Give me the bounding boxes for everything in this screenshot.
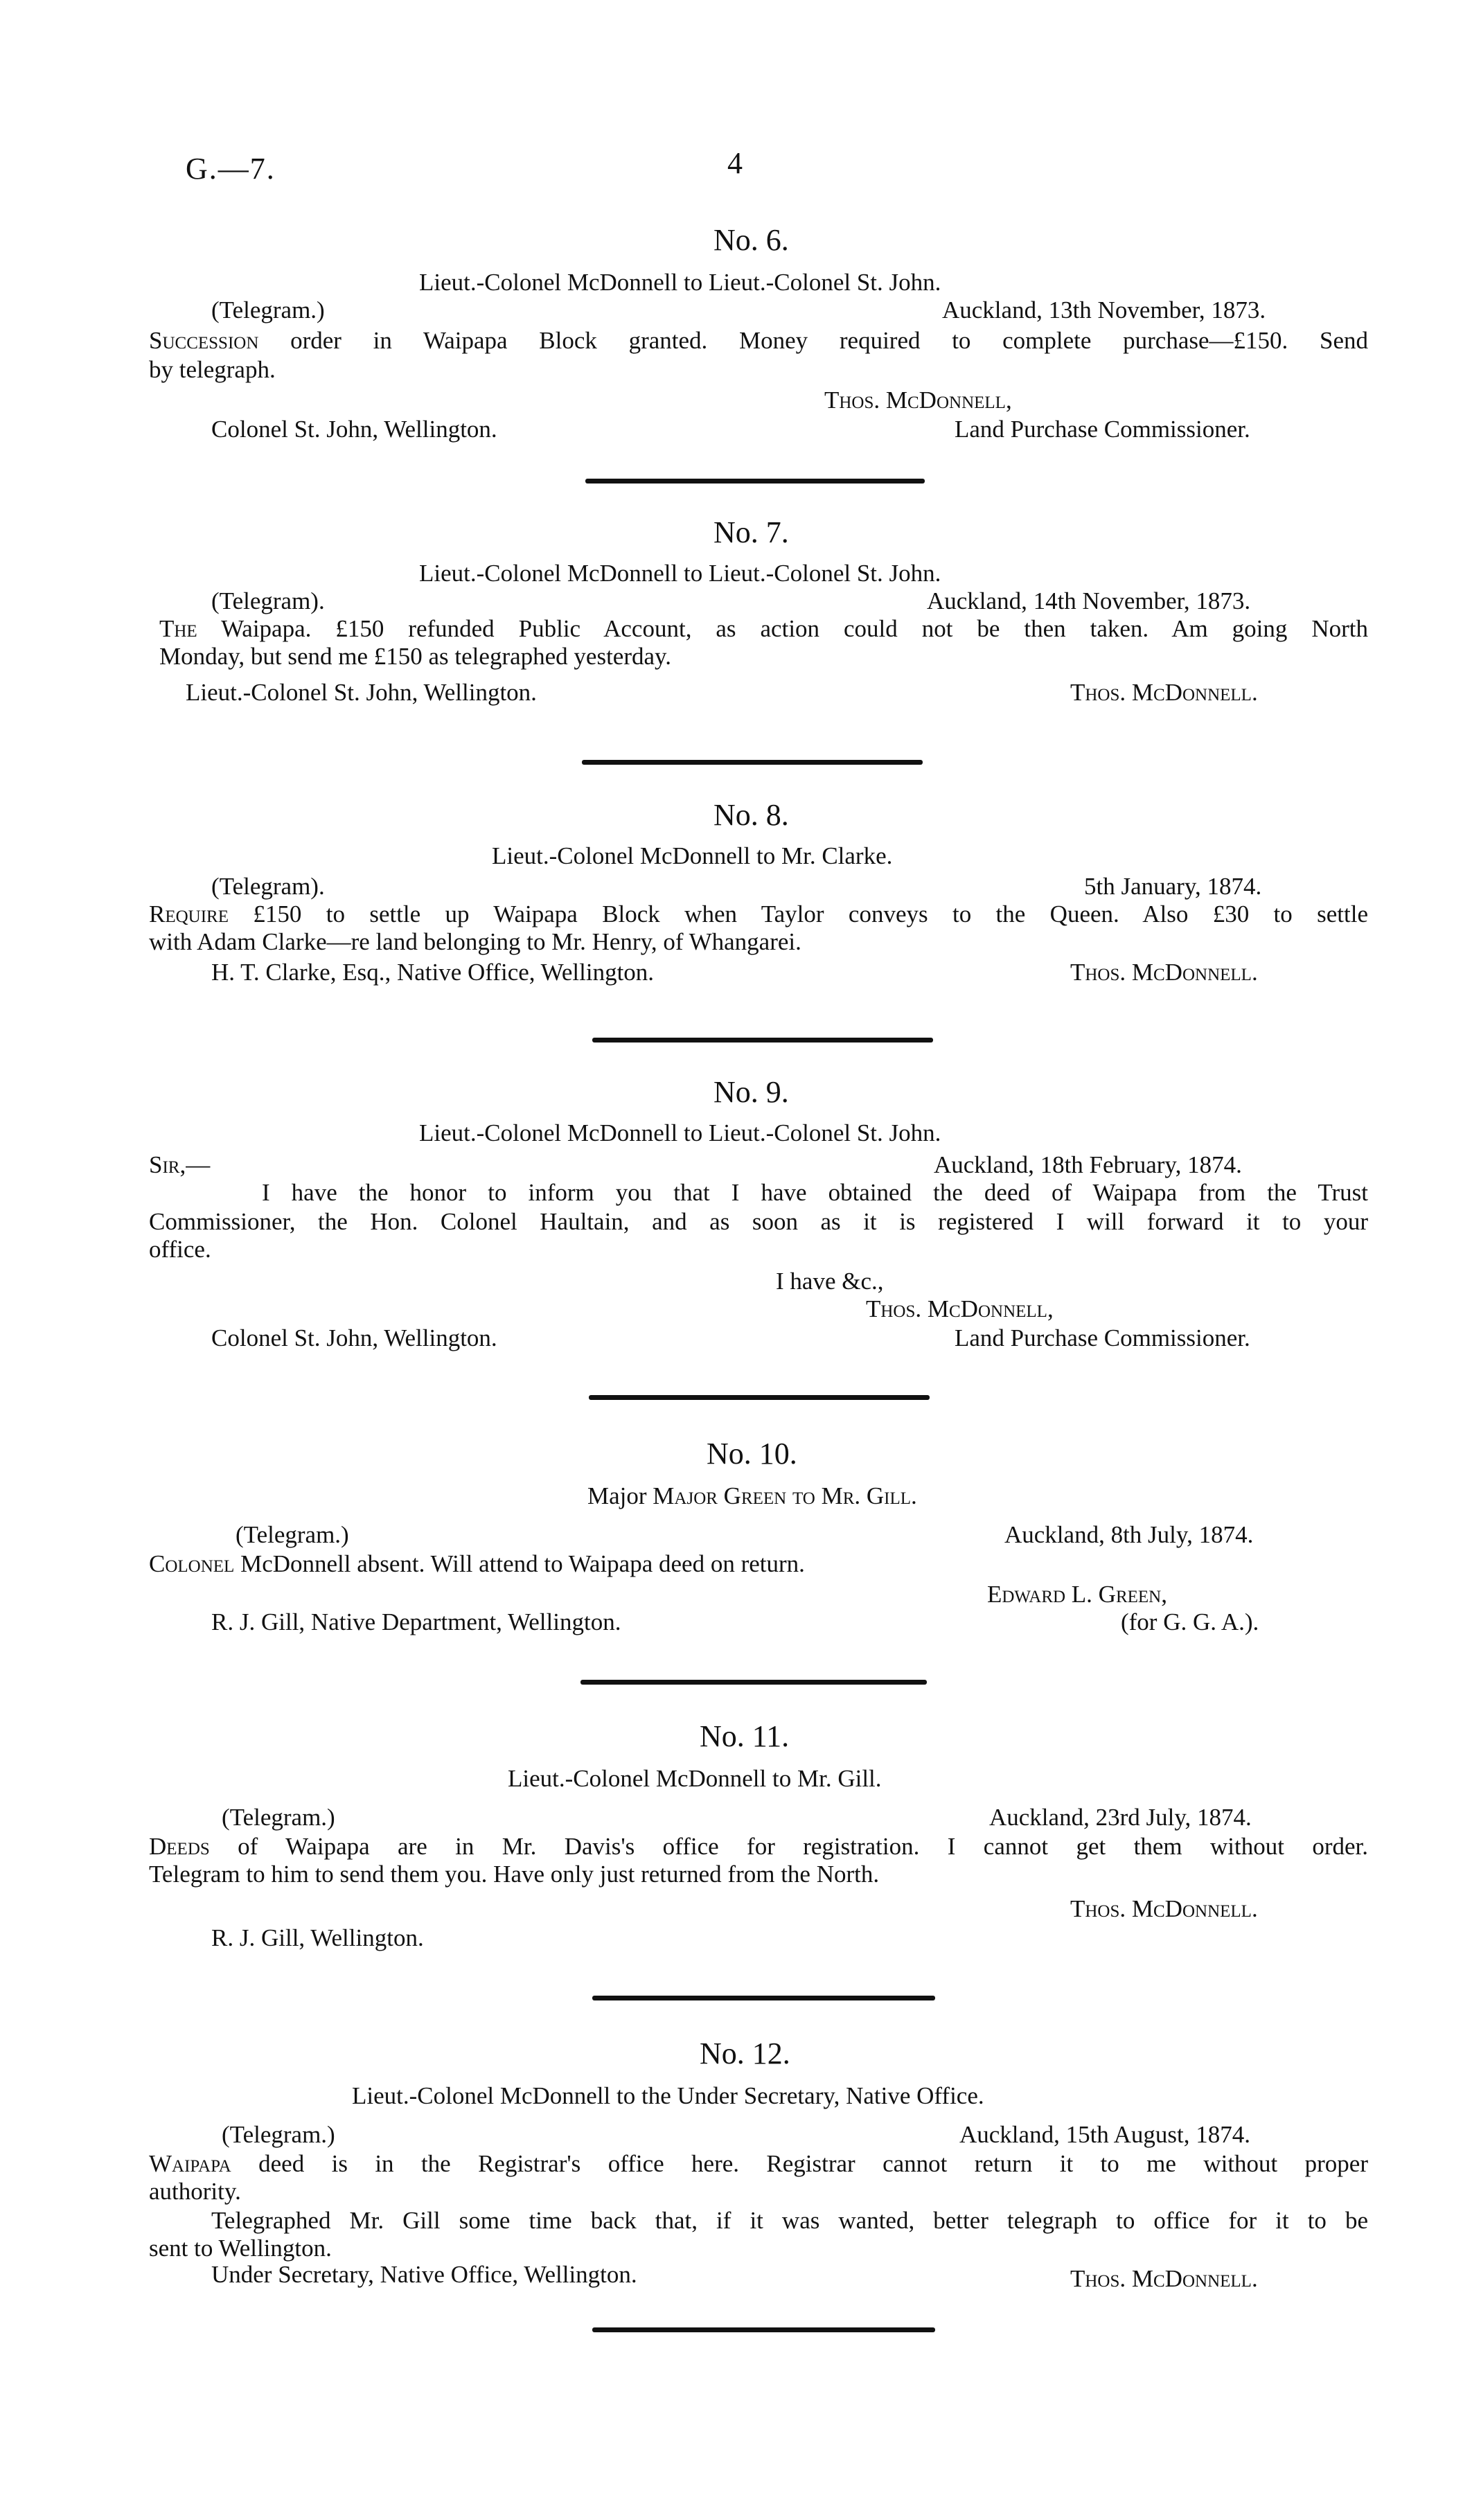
section-divider — [585, 479, 925, 483]
section-6-signature: Thos. McDonnell, — [824, 387, 1012, 414]
section-6-from-to: Lieut.-Colonel McDonnell to Lieut.-Colonel St. John. — [419, 269, 941, 296]
section-11-body-line-1: Deeds of Waipapa are in Mr. Davis's office for registration. I cannot get them without order. — [149, 1833, 1368, 1860]
section-10-signature: Edward L. Green, — [987, 1581, 1167, 1608]
section-9-from-to: Lieut.-Colonel McDonnell to Lieut.-Colonel St. John. — [419, 1119, 941, 1146]
section-7-from-to: Lieut.-Colonel McDonnell to Lieut.-Colonel St. John. — [419, 560, 941, 587]
section-7-lead-word: The — [159, 615, 197, 642]
section-8-body-line-1: Require £150 to settle up Waipapa Block when Taylor conveys to the Queen. Also £30 to settle — [149, 900, 1368, 928]
section-11-number: No. 11. — [700, 1719, 790, 1753]
section-12-lead-word: Waipapa — [149, 2150, 231, 2177]
section-7-kind: (Telegram). — [211, 587, 325, 614]
section-9-closing: I have &c., — [776, 1268, 884, 1295]
section-8-signature: Thos. McDonnell. — [1070, 959, 1258, 986]
section-11-signature: Thos. McDonnell. — [1070, 1895, 1258, 1922]
section-8-place-date: 5th January, 1874. — [1084, 873, 1262, 900]
section-8-body-line-2: with Adam Clarke—re land belonging to Mr. Henry, of Whangarei. — [149, 928, 801, 955]
section-12-body-line-4: sent to Wellington. — [149, 2235, 332, 2262]
section-12-kind: (Telegram.) — [222, 2121, 335, 2148]
section-9-addressee: Colonel St. John, Wellington. — [211, 1324, 497, 1351]
section-9-number: No. 9. — [713, 1075, 789, 1109]
section-7-number: No. 7. — [713, 515, 789, 549]
section-12-addressee: Under Secretary, Native Office, Wellington. — [211, 2261, 637, 2288]
section-11-kind: (Telegram.) — [222, 1804, 335, 1831]
section-9-signature-title: Land Purchase Commissioner. — [955, 1324, 1250, 1351]
section-12-body-line-1: Waipapa deed is in the Registrar's office here. Registrar cannot return it to me without proper — [149, 2150, 1368, 2177]
page-number: 4 — [727, 146, 743, 180]
section-6-addressee: Colonel St. John, Wellington. — [211, 416, 497, 443]
section-11-lead-word: Deeds — [149, 1833, 210, 1860]
section-12-place-date: Auckland, 15th August, 1874. — [959, 2121, 1250, 2148]
section-11-place-date: Auckland, 23rd July, 1874. — [989, 1804, 1252, 1831]
section-10-lead-word: Colonel — [149, 1550, 235, 1577]
section-7-body-line-2: Monday, but send me £150 as telegraphed yesterday. — [159, 643, 671, 670]
section-9-body-line-1: I have the honor to inform you that I have obtained the deed of Waipapa from the Trust — [262, 1179, 1368, 1206]
section-divider — [589, 1395, 930, 1400]
section-10-body-line-1: Colonel McDonnell absent. Will attend to Waipapa deed on return. — [149, 1550, 805, 1577]
section-9-body-line-2: Commissioner, the Hon. Colonel Haultain, and as soon as it is registered I will forward it to your — [149, 1208, 1368, 1235]
section-10-from-to: Major Major Green to Mr. Gill. — [587, 1482, 917, 1509]
section-8-number: No. 8. — [713, 798, 789, 832]
section-divider — [580, 1680, 927, 1685]
section-6-body-line-1: Succession order in Waipapa Block granted. Money required to complete purchase—£150. Send — [149, 327, 1368, 354]
section-12-body-line-3: Telegraphed Mr. Gill some time back that, if it was wanted, better telegraph to office for it to be — [211, 2207, 1368, 2234]
section-10-number: No. 10. — [707, 1437, 797, 1471]
section-divider — [592, 1038, 933, 1042]
section-7-addressee: Lieut.-Colonel St. John, Wellington. — [186, 679, 537, 706]
section-8-addressee: H. T. Clarke, Esq., Native Office, Wellington. — [211, 959, 655, 986]
section-7-body-line-1: The Waipapa. £150 refunded Public Account, as action could not be then taken. Am going North — [159, 615, 1369, 642]
section-12-number: No. 12. — [700, 2037, 790, 2070]
section-12-body-line-2: authority. — [149, 2178, 241, 2205]
section-6-lead-word: Succession — [149, 327, 259, 354]
section-11-body-line-2: Telegram to him to send them you. Have only just returned from the North. — [149, 1861, 880, 1888]
section-9-signature: Thos. McDonnell, — [866, 1295, 1054, 1322]
section-9-body-line-3: office. — [149, 1236, 211, 1263]
section-10-signature-title: (for G. G. A.). — [1121, 1608, 1259, 1635]
parliamentary-paper-ref: G.—7. — [186, 152, 276, 186]
section-divider — [582, 760, 923, 765]
section-12-from-to: Lieut.-Colonel McDonnell to the Under Secretary, Native Office. — [352, 2082, 984, 2109]
section-6-place-date: Auckland, 13th November, 1873. — [942, 296, 1266, 323]
section-12-signature: Thos. McDonnell. — [1070, 2265, 1258, 2292]
section-11-addressee: R. J. Gill, Wellington. — [211, 1924, 424, 1951]
section-8-from-to: Lieut.-Colonel McDonnell to Mr. Clarke. — [492, 842, 893, 869]
section-7-signature: Thos. McDonnell. — [1070, 679, 1258, 706]
section-6-kind: (Telegram.) — [211, 296, 325, 323]
section-7-place-date: Auckland, 14th November, 1873. — [927, 587, 1251, 614]
section-9-place-date: Auckland, 18th February, 1874. — [934, 1151, 1242, 1178]
section-11-from-to: Lieut.-Colonel McDonnell to Mr. Gill. — [508, 1765, 882, 1792]
section-8-lead-word: Require — [149, 900, 229, 928]
section-8-kind: (Telegram). — [211, 873, 325, 900]
section-6-body-line-2: by telegraph. — [149, 356, 276, 383]
section-divider — [592, 2327, 935, 2332]
section-6-number: No. 6. — [713, 223, 789, 257]
section-10-kind: (Telegram.) — [236, 1521, 349, 1548]
section-9-salutation: Sir,— — [149, 1151, 211, 1178]
section-6-signature-title: Land Purchase Commissioner. — [955, 416, 1250, 443]
section-10-place-date: Auckland, 8th July, 1874. — [1004, 1521, 1254, 1548]
section-divider — [592, 1996, 935, 2000]
section-10-addressee: R. J. Gill, Native Department, Wellington. — [211, 1608, 621, 1635]
